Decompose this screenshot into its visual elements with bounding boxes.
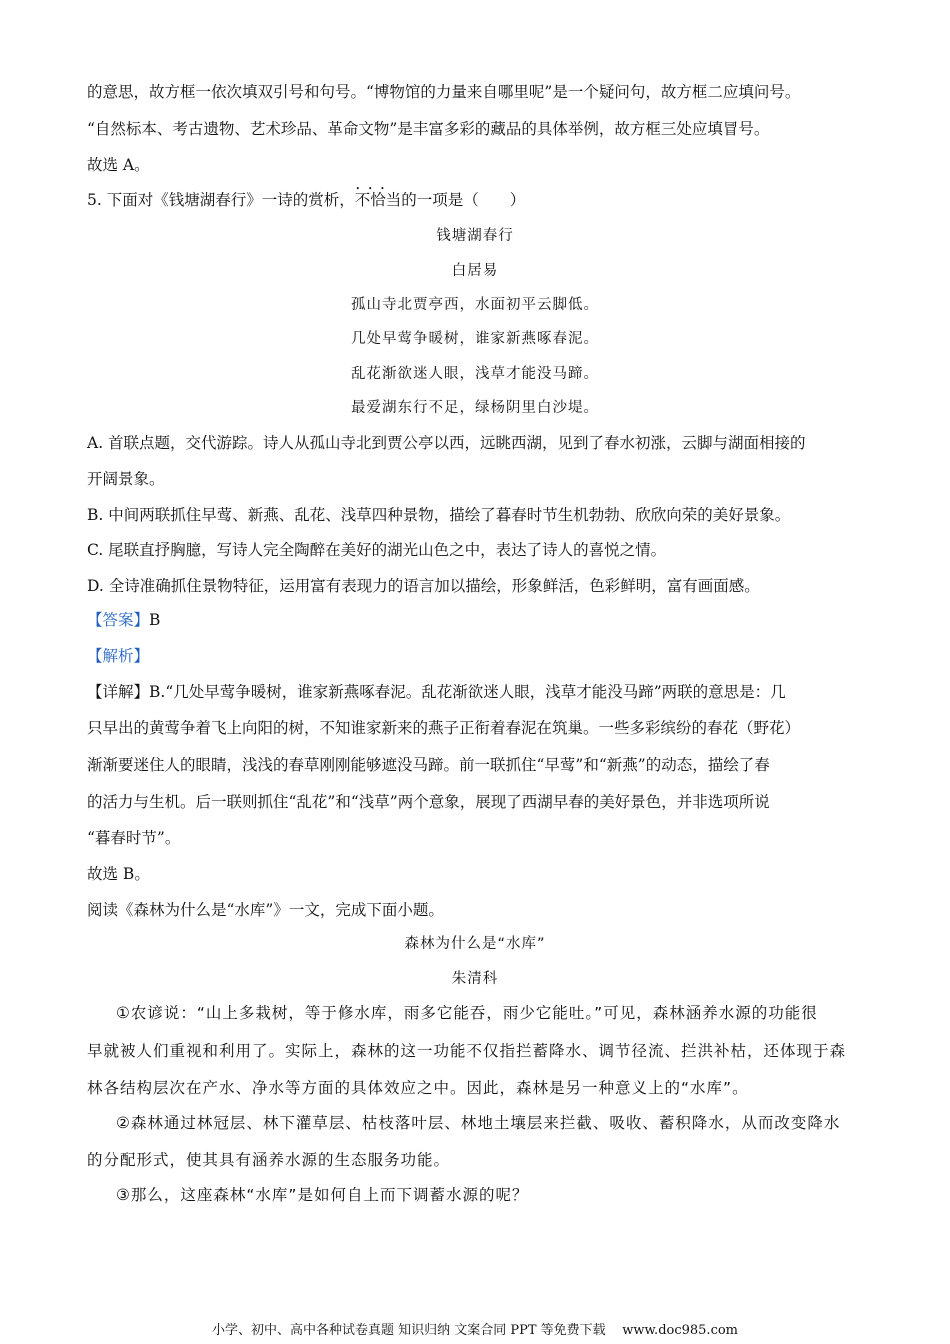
paragraph-2-line: 的分配形式，使其具有涵养水源的生态服务功能。 [87,1151,451,1169]
paragraph-1-line: 早就被人们重视和利用了。实际上，森林的这一功能不仅指拦蓄降水、调节径流、拦洪补枯，还体现于森 [87,1042,847,1060]
option-d: D. 全诗准确抓住景物特征，运用富有表现力的语言加以描绘，形象鲜活，色彩鲜明，富有画面感。 [87,577,760,595]
paragraph-1-line: 林各结构层次在产水、净水等方面的具体效应之中。因此，森林是另一种意义上的“水库”。 [87,1079,749,1097]
question-5-suffix: 的一项是（ ） [401,191,526,209]
detail-text: B.“几处早莺争暖树，谁家新燕啄春泥。乱花渐欲迷人眼，浅草才能没马蹄”两联的意思是：几 [149,683,786,701]
detail-line [87,682,786,702]
poem-line: 最爱湖东行不足，绿杨阴里白沙堤。 [351,400,599,416]
reading-intro: 阅读《森林为什么是“水库”》一文，完成下面小题。 [87,901,444,919]
article-author: 朱清科 [451,971,499,987]
detail-line: 渐渐要迷住人的眼睛，浅浅的春草刚刚能够遮没马蹄。前一联抓住“早莺”和“新燕”的动态，描绘了春 [87,756,770,774]
text-line: “自然标本、考古遗物、艺术珍品、革命文物”是丰富多彩的藏品的具体举例，故方框三处应填冒号。 [87,120,770,138]
poem-author: 白居易 [451,263,499,279]
paragraph-3: ③那么，这座森林“水库”是如何自上而下调蓄水源的呢？ [116,1186,529,1204]
answer-label: 【答案】 [87,611,150,629]
poem-line: 乱花渐欲迷人眼，浅草才能没马蹄。 [351,366,599,382]
question-5-prefix: 5. 下面对《钱塘湖春行》一诗的赏析， [87,191,355,209]
choose-b: 故选 B。 [87,865,150,883]
footer-link[interactable]: www.doc985.com [622,1323,738,1338]
question-5 [87,190,525,210]
analysis-label: 【解析】 [87,647,150,665]
detail-line: “暮春时节”。 [87,829,181,847]
answer-value: B [149,611,161,629]
answer-line [87,610,160,630]
option-a-continued: 开阔景象。 [87,470,165,488]
article-title: 森林为什么是“水库” [404,936,546,952]
poem-line: 孤山寺北贾亭西，水面初平云脚低。 [351,297,599,313]
text-line: 的意思，故方框一依次填双引号和句号。“博物馆的力量来自哪里呢”是一个疑问句，故方框二应填问号。 [87,83,801,101]
option-b: B. 中间两联抓住早莺、新燕、乱花、浅草四种景物，描绘了暮春时节生机勃勃、欣欣向荣的美好景象。 [87,506,791,524]
detail-line: 只早出的黄莺争着飞上向阳的树，不知谁家新来的燕子正衔着春泥在筑巢。一些多彩缤纷的春花（野花） [87,719,801,737]
detail-line: 的活力与生机。后一联则抓住“乱花”和“浅草”两个意象，展现了西湖早春的美好景色，并非选项所说 [87,793,770,811]
detail-label: 【详解】 [87,683,150,701]
question-5-emphasis: • • • 不恰当 [355,190,402,210]
option-a: A. 首联点题，交代游踪。诗人从孤山寺北到贾公亭以西，远眺西湖，见到了春水初涨，云脚与湖面相接的 [87,434,806,452]
footer [0,1322,950,1340]
text-line: 故选 A。 [87,156,150,174]
paragraph-1: ①农谚说：“山上多栽树，等于修水库，雨多它能吞，雨少它能吐。”可见，森林涵养水源的功能很 [116,1004,818,1022]
footer-text: 小学、初中、高中各种试卷真题 知识归纳 文案合同 PPT 等免费下载 [211,1323,606,1338]
option-c: C. 尾联直抒胸臆，写诗人完全陶醉在美好的湖光山色之中，表达了诗人的喜悦之情。 [87,541,667,559]
poem-title: 钱塘湖春行 [436,228,514,244]
paragraph-2: ②森林通过林冠层、林下灌草层、枯枝落叶层、林地土壤层来拦截、吸收、蓄积降水，从而改变降水 [116,1114,841,1132]
poem-line: 几处早莺争暖树，谁家新燕啄春泥。 [351,331,599,347]
